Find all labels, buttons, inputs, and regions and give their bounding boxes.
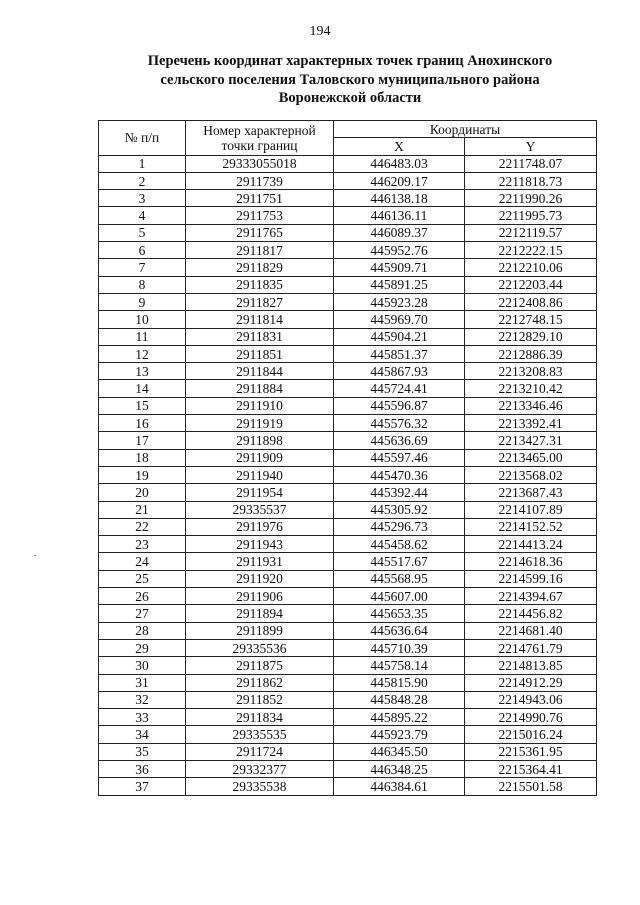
x-coordinate-cell: 445296.73 <box>334 518 465 535</box>
y-coordinate-cell: 2214618.36 <box>465 553 597 570</box>
table-row <box>99 501 597 518</box>
y-coordinate-cell: 2214456.82 <box>465 605 597 622</box>
y-coordinate-cell: 2213210.42 <box>465 380 597 397</box>
title-line-3: Воронежской области <box>278 90 422 106</box>
y-coordinate-cell: 2211995.73 <box>465 207 597 224</box>
table-row <box>99 345 597 362</box>
y-coordinate-cell: 2215364.41 <box>465 760 597 777</box>
y-coordinate-cell: 2213568.02 <box>465 466 597 483</box>
y-coordinate-cell: 2212886.39 <box>465 345 597 362</box>
row-number-cell: 14 <box>99 380 186 397</box>
x-coordinate-cell: 445815.90 <box>334 674 465 691</box>
coordinates-table <box>98 120 597 796</box>
x-coordinate-cell: 445923.79 <box>334 726 465 743</box>
table-row <box>99 207 597 224</box>
row-number-cell: 29 <box>99 639 186 656</box>
point-number-cell: 2911827 <box>186 293 334 310</box>
table-row <box>99 155 597 172</box>
header-point-number <box>186 121 334 156</box>
x-coordinate-cell: 445607.00 <box>334 588 465 605</box>
y-coordinate-cell: 2212210.06 <box>465 259 597 276</box>
x-coordinate-cell: 445923.28 <box>334 293 465 310</box>
table-row <box>99 449 597 466</box>
row-number-cell: 7 <box>99 259 186 276</box>
row-number-cell: 6 <box>99 242 186 259</box>
y-coordinate-cell: 2214413.24 <box>465 536 597 553</box>
point-number-cell: 2911898 <box>186 432 334 449</box>
row-number-cell: 16 <box>99 415 186 432</box>
point-number-cell: 2911724 <box>186 743 334 760</box>
row-number-cell: 8 <box>99 276 186 293</box>
table-row <box>99 674 597 691</box>
row-number-cell: 21 <box>99 501 186 518</box>
y-coordinate-cell: 2211818.73 <box>465 172 597 189</box>
row-number-cell: 37 <box>99 778 186 795</box>
point-number-cell: 2911814 <box>186 311 334 328</box>
scan-mark <box>34 555 36 556</box>
header-point-line-2: точки границ <box>221 137 298 153</box>
x-coordinate-cell: 445458.62 <box>334 536 465 553</box>
table-row <box>99 484 597 501</box>
table-row <box>99 259 597 276</box>
y-coordinate-cell: 2214813.85 <box>465 657 597 674</box>
table-row <box>99 570 597 587</box>
table-row <box>99 190 597 207</box>
table-row <box>99 536 597 553</box>
point-number-cell: 2911831 <box>186 328 334 345</box>
y-coordinate-cell: 2212119.57 <box>465 224 597 241</box>
table-header <box>99 121 597 156</box>
table-row <box>99 466 597 483</box>
x-coordinate-cell: 445758.14 <box>334 657 465 674</box>
table-row <box>99 363 597 380</box>
header-coordinates: Координаты <box>334 121 597 138</box>
header-point-line-1: Номер характерной <box>203 122 316 138</box>
point-number-cell: 2911875 <box>186 657 334 674</box>
y-coordinate-cell: 2213392.41 <box>465 415 597 432</box>
table-row <box>99 760 597 777</box>
x-coordinate-cell: 445969.70 <box>334 311 465 328</box>
table-row <box>99 743 597 760</box>
point-number-cell: 2911753 <box>186 207 334 224</box>
table-row <box>99 380 597 397</box>
point-number-cell: 2911851 <box>186 345 334 362</box>
x-coordinate-cell: 445710.39 <box>334 639 465 656</box>
point-number-cell: 2911751 <box>186 190 334 207</box>
x-coordinate-cell: 446345.50 <box>334 743 465 760</box>
point-number-cell: 2911940 <box>186 466 334 483</box>
row-number-cell: 5 <box>99 224 186 241</box>
point-number-cell: 29335536 <box>186 639 334 656</box>
point-number-cell: 29335538 <box>186 778 334 795</box>
x-coordinate-cell: 446138.18 <box>334 190 465 207</box>
table-row <box>99 553 597 570</box>
table-row <box>99 605 597 622</box>
y-coordinate-cell: 2213208.83 <box>465 363 597 380</box>
x-coordinate-cell: 446136.11 <box>334 207 465 224</box>
x-coordinate-cell: 446348.25 <box>334 760 465 777</box>
table-row <box>99 588 597 605</box>
table-row <box>99 657 597 674</box>
x-coordinate-cell: 446209.17 <box>334 172 465 189</box>
x-coordinate-cell: 445909.71 <box>334 259 465 276</box>
point-number-cell: 2911862 <box>186 674 334 691</box>
x-coordinate-cell: 445597.46 <box>334 449 465 466</box>
x-coordinate-cell: 445596.87 <box>334 397 465 414</box>
title-line-1: Перечень координат характерных точек границ Анохинского <box>147 53 553 69</box>
page-number: 194 <box>309 24 331 39</box>
x-coordinate-cell: 445848.28 <box>334 691 465 708</box>
point-number-cell: 29332377 <box>186 760 334 777</box>
row-number-cell: 15 <box>99 397 186 414</box>
point-number-cell: 2911835 <box>186 276 334 293</box>
table-row <box>99 397 597 414</box>
table-body <box>99 155 597 795</box>
y-coordinate-cell: 2214761.79 <box>465 639 597 656</box>
x-coordinate-cell: 445470.36 <box>334 466 465 483</box>
x-coordinate-cell: 446089.37 <box>334 224 465 241</box>
row-number-cell: 20 <box>99 484 186 501</box>
y-coordinate-cell: 2215501.58 <box>465 778 597 795</box>
x-coordinate-cell: 445895.22 <box>334 709 465 726</box>
y-coordinate-cell: 2211990.26 <box>465 190 597 207</box>
point-number-cell: 2911765 <box>186 224 334 241</box>
row-number-cell: 9 <box>99 293 186 310</box>
point-number-cell: 2911894 <box>186 605 334 622</box>
row-number-cell: 35 <box>99 743 186 760</box>
table-row <box>99 415 597 432</box>
y-coordinate-cell: 2212829.10 <box>465 328 597 345</box>
document-title <box>100 52 600 108</box>
y-coordinate-cell: 2214943.06 <box>465 691 597 708</box>
header-row-number: № п/п <box>99 121 186 156</box>
x-coordinate-cell: 445576.32 <box>334 415 465 432</box>
point-number-cell: 2911906 <box>186 588 334 605</box>
table-row <box>99 518 597 535</box>
x-coordinate-cell: 445724.41 <box>334 380 465 397</box>
header-y: Y <box>465 138 597 155</box>
x-coordinate-cell: 445636.64 <box>334 622 465 639</box>
table-row <box>99 224 597 241</box>
row-number-cell: 32 <box>99 691 186 708</box>
y-coordinate-cell: 2214107.89 <box>465 501 597 518</box>
table-row <box>99 172 597 189</box>
x-coordinate-cell: 446483.03 <box>334 155 465 172</box>
y-coordinate-cell: 2211748.07 <box>465 155 597 172</box>
row-number-cell: 10 <box>99 311 186 328</box>
row-number-cell: 2 <box>99 172 186 189</box>
point-number-cell: 2911954 <box>186 484 334 501</box>
row-number-cell: 4 <box>99 207 186 224</box>
row-number-cell: 3 <box>99 190 186 207</box>
x-coordinate-cell: 445851.37 <box>334 345 465 362</box>
y-coordinate-cell: 2213687.43 <box>465 484 597 501</box>
table-row <box>99 242 597 259</box>
table-row <box>99 622 597 639</box>
row-number-cell: 30 <box>99 657 186 674</box>
table-row <box>99 293 597 310</box>
row-number-cell: 13 <box>99 363 186 380</box>
point-number-cell: 2911920 <box>186 570 334 587</box>
point-number-cell: 2911852 <box>186 691 334 708</box>
y-coordinate-cell: 2214152.52 <box>465 518 597 535</box>
point-number-cell: 2911817 <box>186 242 334 259</box>
row-number-cell: 1 <box>99 155 186 172</box>
row-number-cell: 18 <box>99 449 186 466</box>
header-x: X <box>334 138 465 155</box>
y-coordinate-cell: 2214912.29 <box>465 674 597 691</box>
x-coordinate-cell: 445392.44 <box>334 484 465 501</box>
row-number-cell: 23 <box>99 536 186 553</box>
row-number-cell: 27 <box>99 605 186 622</box>
row-number-cell: 25 <box>99 570 186 587</box>
point-number-cell: 2911829 <box>186 259 334 276</box>
point-number-cell: 2911884 <box>186 380 334 397</box>
point-number-cell: 2911899 <box>186 622 334 639</box>
x-coordinate-cell: 445636.69 <box>334 432 465 449</box>
row-number-cell: 19 <box>99 466 186 483</box>
x-coordinate-cell: 445952.76 <box>334 242 465 259</box>
y-coordinate-cell: 2214681.40 <box>465 622 597 639</box>
point-number-cell: 2911931 <box>186 553 334 570</box>
y-coordinate-cell: 2213346.46 <box>465 397 597 414</box>
point-number-cell: 29333055018 <box>186 155 334 172</box>
x-coordinate-cell: 445653.35 <box>334 605 465 622</box>
y-coordinate-cell: 2215361.95 <box>465 743 597 760</box>
row-number-cell: 36 <box>99 760 186 777</box>
y-coordinate-cell: 2214990.76 <box>465 709 597 726</box>
x-coordinate-cell: 445568.95 <box>334 570 465 587</box>
y-coordinate-cell: 2212748.15 <box>465 311 597 328</box>
row-number-cell: 12 <box>99 345 186 362</box>
table-row <box>99 639 597 656</box>
table-row <box>99 778 597 795</box>
point-number-cell: 2911943 <box>186 536 334 553</box>
title-line-2: сельского поселения Таловского муниципального района <box>160 71 540 88</box>
point-number-cell: 2911919 <box>186 415 334 432</box>
row-number-cell: 24 <box>99 553 186 570</box>
y-coordinate-cell: 2212203.44 <box>465 276 597 293</box>
x-coordinate-cell: 445867.93 <box>334 363 465 380</box>
row-number-cell: 11 <box>99 328 186 345</box>
y-coordinate-cell: 2214599.16 <box>465 570 597 587</box>
table-row <box>99 432 597 449</box>
row-number-cell: 17 <box>99 432 186 449</box>
x-coordinate-cell: 445305.92 <box>334 501 465 518</box>
row-number-cell: 22 <box>99 518 186 535</box>
point-number-cell: 29335535 <box>186 726 334 743</box>
y-coordinate-cell: 2215016.24 <box>465 726 597 743</box>
x-coordinate-cell: 445904.21 <box>334 328 465 345</box>
y-coordinate-cell: 2213465.00 <box>465 449 597 466</box>
row-number-cell: 26 <box>99 588 186 605</box>
point-number-cell: 2911739 <box>186 172 334 189</box>
point-number-cell: 2911976 <box>186 518 334 535</box>
point-number-cell: 2911909 <box>186 449 334 466</box>
table-row <box>99 276 597 293</box>
table-row <box>99 691 597 708</box>
y-coordinate-cell: 2214394.67 <box>465 588 597 605</box>
table-row <box>99 328 597 345</box>
row-number-cell: 34 <box>99 726 186 743</box>
x-coordinate-cell: 446384.61 <box>334 778 465 795</box>
table-row <box>99 311 597 328</box>
point-number-cell: 2911844 <box>186 363 334 380</box>
row-number-cell: 28 <box>99 622 186 639</box>
point-number-cell: 2911834 <box>186 709 334 726</box>
row-number-cell: 33 <box>99 709 186 726</box>
point-number-cell: 29335537 <box>186 501 334 518</box>
table-row <box>99 726 597 743</box>
x-coordinate-cell: 445517.67 <box>334 553 465 570</box>
x-coordinate-cell: 445891.25 <box>334 276 465 293</box>
row-number-cell: 31 <box>99 674 186 691</box>
point-number-cell: 2911910 <box>186 397 334 414</box>
y-coordinate-cell: 2213427.31 <box>465 432 597 449</box>
y-coordinate-cell: 2212408.86 <box>465 293 597 310</box>
table-row <box>99 709 597 726</box>
y-coordinate-cell: 2212222.15 <box>465 242 597 259</box>
